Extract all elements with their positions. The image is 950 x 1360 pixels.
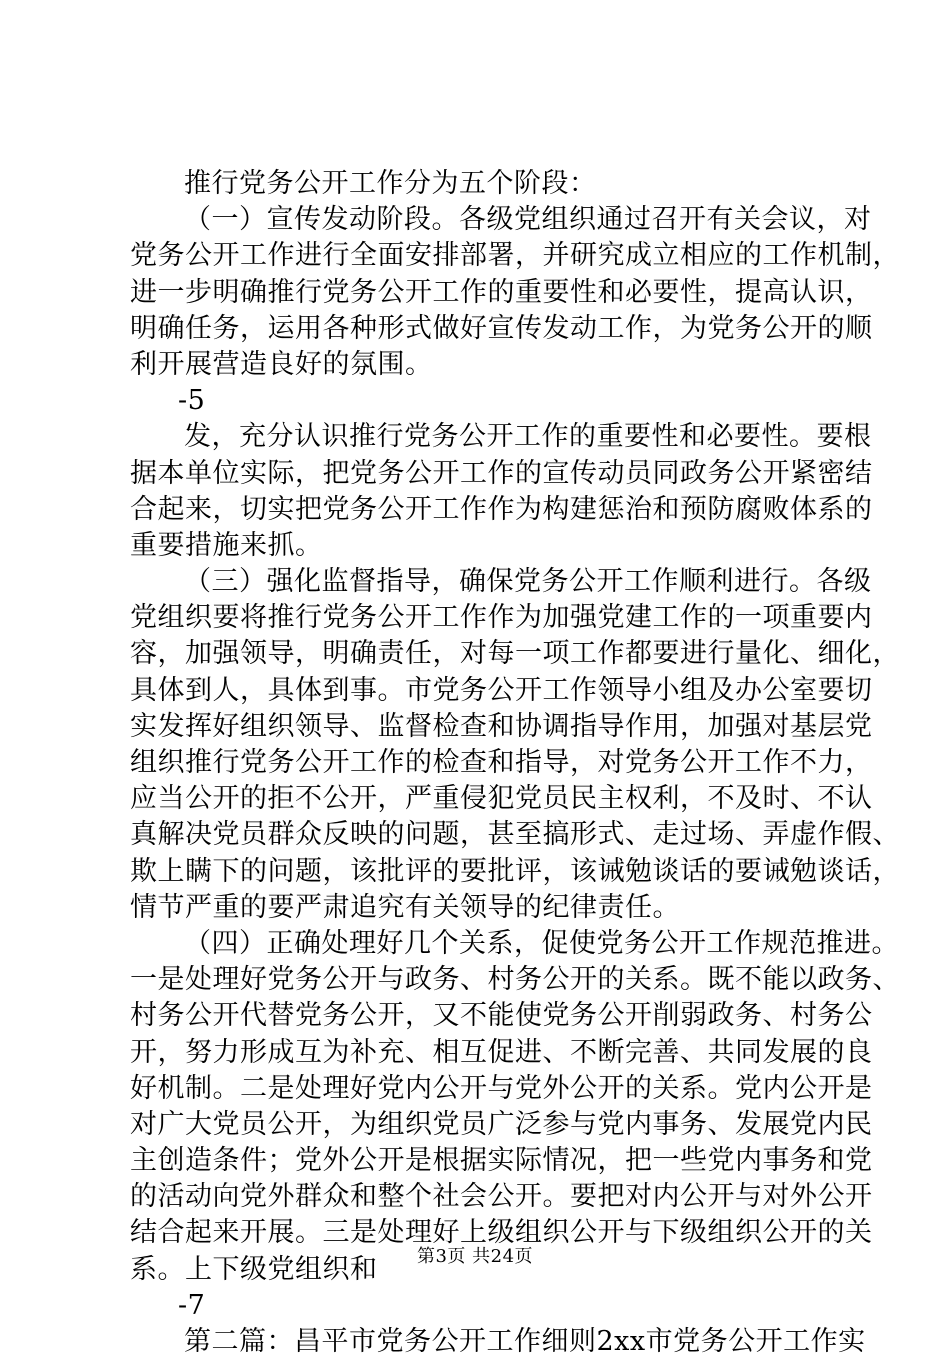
paragraph-line: 一是处理好党务公开与政务、村务公开的关系。既不能以政务、 <box>130 964 900 996</box>
paragraph-line: （三）强化监督指导，确保党务公开工作顺利进行。各级 <box>184 566 872 598</box>
paragraph-line: 具体到人，具体到事。市党务公开工作领导小组及办公室要切 <box>130 674 873 706</box>
paragraph-line: 组织推行党务公开工作的检查和指导，对党务公开工作不力， <box>130 747 873 778</box>
page-marker: -5 <box>178 385 206 417</box>
paragraph-line: 系。上下级党组织和 <box>130 1253 378 1285</box>
paragraph-line: 进一步明确推行党务公开工作的重要性和必要性，提高认识， <box>130 276 873 308</box>
paragraph-line: 党组织要将推行党务公开工作作为加强党建工作的一项重要内 <box>130 602 873 634</box>
paragraph-line: 容，加强领导，明确责任，对每一项工作都要进行量化、细化， <box>130 638 900 670</box>
paragraph-line: 发，充分认识推行党务公开工作的重要性和必要性。要根 <box>184 421 872 453</box>
body-text <box>130 166 900 1360</box>
page-marker: -7 <box>178 1289 206 1321</box>
paragraph-line: （四）正确处理好几个关系，促使党务公开工作规范推进。 <box>184 927 899 959</box>
paragraph-line: 推行党务公开工作分为五个阶段： <box>184 168 597 199</box>
paragraph-line: 据本单位实际，把党务公开工作的宣传动员同政务公开紧密结 <box>130 457 873 489</box>
paragraph-line: 真解决党员群众反映的问题，甚至搞形式、走过场、弄虚作假、 <box>130 819 900 851</box>
paragraph-line: 村务公开代替党务公开，又不能使党务公开削弱政务、村务公 <box>130 1000 873 1032</box>
paragraph-line: 应当公开的拒不公开，严重侵犯党员民主权利，不及时、不认 <box>130 783 873 815</box>
paragraph-line: 主创造条件；党外公开是根据实际情况，把一些党内事务和党 <box>130 1145 873 1177</box>
paragraph-line: 明确任务，运用各种形式做好宣传发动工作，为党务公开的顺 <box>130 312 873 344</box>
page-footer: 第3页 共24页 <box>416 1246 534 1267</box>
section-heading: 第二篇：昌平市党务公开工作细则2xx市党务公开工作实 <box>184 1326 866 1357</box>
paragraph-line: 的活动向党外群众和整个社会公开。要把对内公开与对外公开 <box>130 1181 873 1213</box>
paragraph-line: 重要措施来抓。 <box>130 529 323 561</box>
paragraph-line: 党务公开工作进行全面安排部署，并研究成立相应的工作机制， <box>130 240 900 272</box>
paragraph-line: 对广大党员公开，为组织党员广泛参与党内事务、发展党内民 <box>130 1108 873 1140</box>
paragraph-line: 欺上瞒下的问题，该批评的要批评，该诫勉谈话的要诫勉谈话， <box>130 855 900 887</box>
paragraph-line: 结合起来开展。三是处理好上级组织公开与下级组织公开的关 <box>130 1217 873 1249</box>
paragraph-line: 合起来，切实把党务公开工作作为构建惩治和预防腐败体系的 <box>130 493 873 525</box>
paragraph-line: 情节严重的要严肃追究有关领导的纪律责任。 <box>130 891 680 923</box>
paragraph-line: 实发挥好组织领导、监督检查和协调指导作用，加强对基层党 <box>130 710 873 742</box>
paragraph-line: 利开展营造良好的氛围。 <box>130 348 433 380</box>
paragraph-line: 好机制。二是处理好党内公开与党外公开的关系。党内公开是 <box>130 1072 873 1104</box>
paragraph-line: 开，努力形成互为补充、相互促进、不断完善、共同发展的良 <box>130 1036 873 1068</box>
paragraph-line: （一）宣传发动阶段。各级党组织通过召开有关会议，对 <box>184 204 872 236</box>
